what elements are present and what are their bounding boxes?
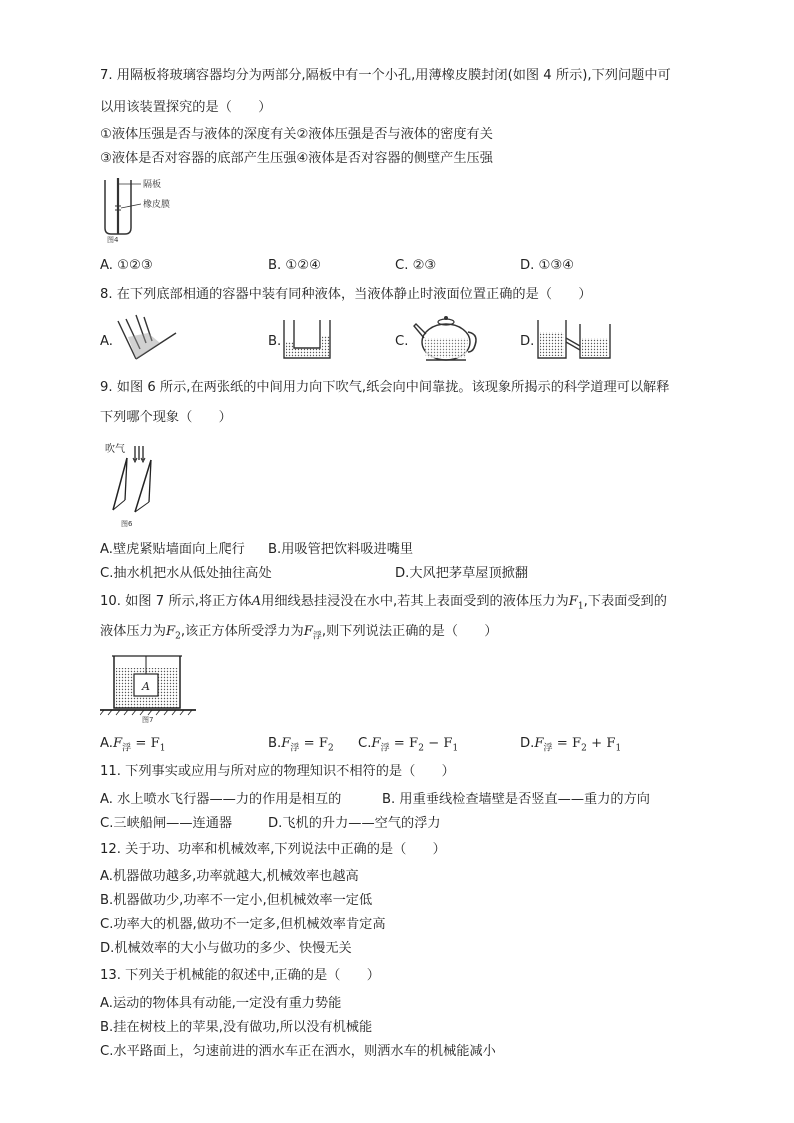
q9-stem-line2: 下列哪个现象（ ） xyxy=(100,410,232,425)
q10-stem-line2: 液体压力为$F_2$,该正方体所受浮力为$F_浮$,则下列说法正确的是（ ） xyxy=(100,624,498,642)
q8-stem: 8. 在下列底部相通的容器中装有同种液体，当液体静止时液面位置正确的是（ ） xyxy=(100,287,592,302)
q8-option-d[interactable]: D. xyxy=(520,334,535,349)
q9-stem-line1: 9. 如图 6 所示,在两张纸的中间用力向下吹气,纸会向中间靠拢。该现象所揭示的科学道理可以解释 xyxy=(100,380,670,395)
q7-option-b[interactable]: B. ①②④ xyxy=(268,258,321,273)
q7-figure-caption: 图4 xyxy=(107,236,119,244)
q7-stem-line1: 7. 用隔板将玻璃容器均分为两部分,隔板中有一个小孔,用薄橡皮膜封闭(如图 4 所示),下列问题中可 xyxy=(100,68,671,83)
q7-figure-label-partition: 隔板 xyxy=(143,180,162,190)
q8-option-d-figure xyxy=(536,318,614,360)
q10-figure-caption: 图7 xyxy=(142,716,154,724)
q7-option-d[interactable]: D. ①③④ xyxy=(520,258,575,273)
q12-option-c[interactable]: C.功率大的机器,做功不一定多,但机械效率肯定高 xyxy=(100,917,386,932)
q9-figure-label-blow: 吹气 xyxy=(105,444,125,455)
q9-figure-6 xyxy=(103,440,163,530)
q8-option-b[interactable]: B. xyxy=(268,334,282,349)
q12-option-a[interactable]: A.机器做功越多,功率就越大,机械效率也越高 xyxy=(100,869,359,884)
q9-option-d[interactable]: D.大风把茅草屋顶掀翻 xyxy=(395,566,529,581)
q9-figure-caption: 图6 xyxy=(121,520,133,528)
q9-option-b[interactable]: B.用吸管把饮料吸进嘴里 xyxy=(268,542,414,557)
q7-option-a[interactable]: A. ①②③ xyxy=(100,258,153,273)
q8-option-c[interactable]: C. xyxy=(395,334,409,349)
q13-option-c[interactable]: C.水平路面上，匀速前进的洒水车正在洒水，则洒水车的机械能减小 xyxy=(100,1044,496,1059)
q10-option-b[interactable]: $B.F_浮 = F_2$ xyxy=(268,736,334,754)
q8-option-c-figure xyxy=(412,312,482,364)
q12-option-b[interactable]: B.机器做功少,功率不一定小,但机械效率一定低 xyxy=(100,893,373,908)
q13-stem: 13. 下列关于机械能的叙述中,正确的是（ ） xyxy=(100,968,380,983)
q7-figure-4 xyxy=(103,176,191,244)
q11-option-d[interactable]: D.飞机的升力——空气的浮力 xyxy=(268,816,441,831)
q7-statement-1: ①液体压强是否与液体的深度有关②液体压强是否与液体的密度有关 xyxy=(100,127,493,142)
q9-option-c[interactable]: C.抽水机把水从低处抽往高处 xyxy=(100,566,272,581)
q10-stem-line1: 10. 如图 7 所示,将正方体A用细线悬挂浸没在水中,若其上表面受到的液体压力为$F_1$,下表面受到的 xyxy=(100,594,667,612)
q7-statement-2: ③液体是否对容器的底部产生压强④液体是否对容器的侧壁产生压强 xyxy=(100,151,493,166)
q7-stem-line2: 以用该装置探究的是（ ） xyxy=(100,100,272,115)
q10-figure-7 xyxy=(100,652,200,724)
q10-option-c[interactable]: $C.F_浮 = F_2 - F_1$ xyxy=(358,736,459,754)
q12-option-d[interactable]: D.机械效率的大小与做功的多少、快慢无关 xyxy=(100,941,352,956)
q11-option-b[interactable]: B. 用重垂线检查墙壁是否竖直——重力的方向 xyxy=(382,792,650,807)
q10-option-d[interactable]: $D.F_浮 = F_2 + F_1$ xyxy=(520,736,622,754)
q7-figure-label-membrane: 橡皮膜 xyxy=(143,200,171,210)
q12-stem: 12. 关于功、功率和机械效率,下列说法中正确的是（ ） xyxy=(100,842,446,857)
q8-option-b-figure xyxy=(282,318,334,360)
q7-option-c[interactable]: C. ②③ xyxy=(395,258,437,273)
q13-option-a[interactable]: A.运动的物体具有动能,一定没有重力势能 xyxy=(100,996,342,1011)
q10-option-a[interactable]: $A.F_浮 = F_1$ xyxy=(100,736,166,754)
q8-option-a[interactable]: A. xyxy=(100,334,113,349)
q8-option-a-figure xyxy=(116,313,180,363)
q9-option-a[interactable]: A.壁虎紧贴墙面向上爬行 xyxy=(100,542,245,557)
q13-option-b[interactable]: B.挂在树枝上的苹果,没有做功,所以没有机械能 xyxy=(100,1020,373,1035)
q10-figure-block-label: A xyxy=(142,680,150,693)
q11-option-a[interactable]: A. 水上喷水飞行器——力的作用是相互的 xyxy=(100,792,342,807)
q11-option-c[interactable]: C.三峡船闸——连通器 xyxy=(100,816,233,831)
q11-stem: 11. 下列事实或应用与所对应的物理知识不相符的是（ ） xyxy=(100,764,455,779)
